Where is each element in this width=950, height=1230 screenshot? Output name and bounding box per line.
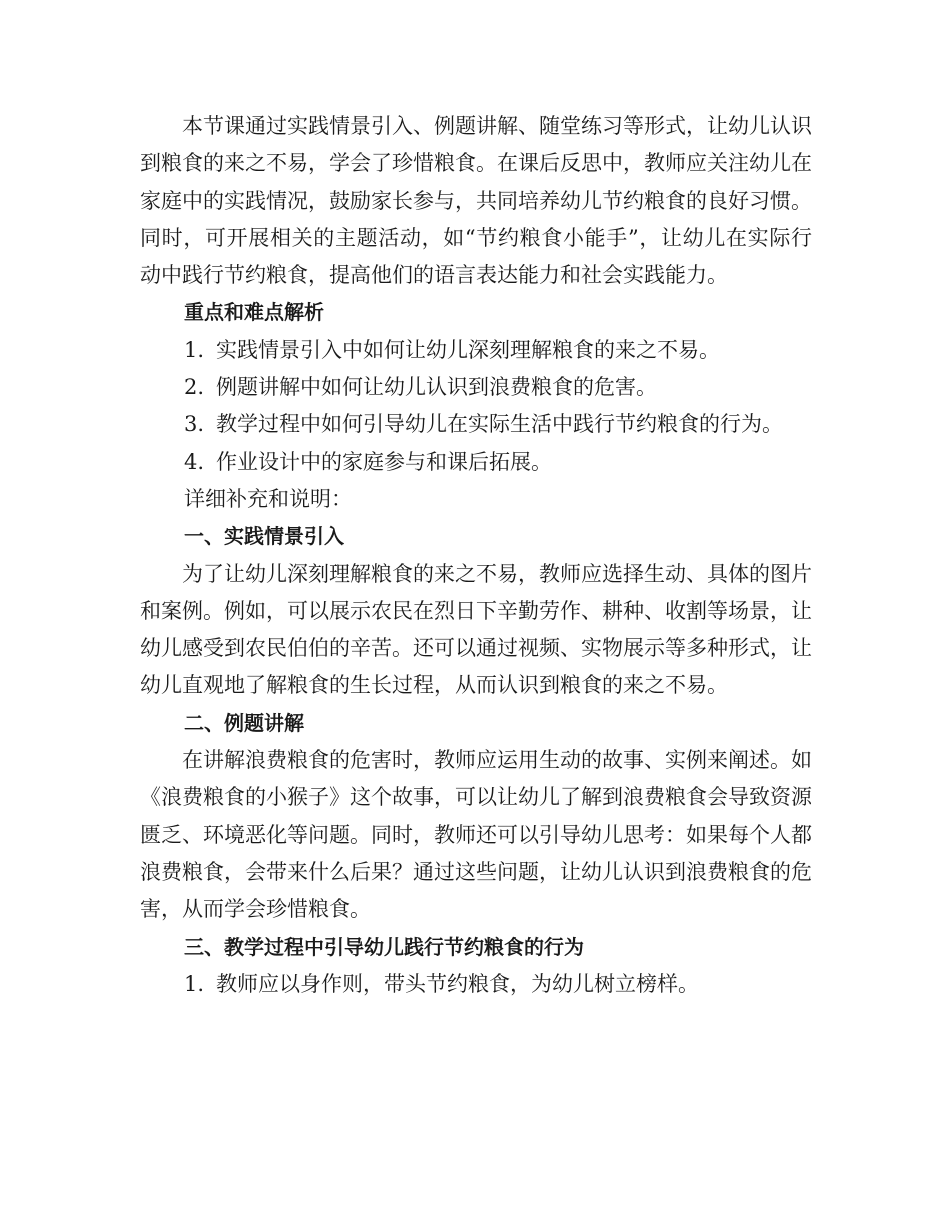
- list-item-text: 教师应以身作则，带头节约粮食，为幼儿树立榜样。: [216, 971, 699, 996]
- section-heading: 二、例题讲解: [184, 710, 304, 735]
- section-paragraph: 在讲解浪费粮食的危害时，教师应运用生动的故事、实例来阐述。如《浪费粮食的小猴子》这个故事，可以让幼儿了解到浪费粮食会导致资源匮乏、环境恶化等问题。同时，教师还可以引导幼儿思考：如果每个人都浪费粮食，会带来什么后果？通过这些问题，让幼儿认识到浪费粮食的危害，从而学会珍惜粮食。: [140, 748, 812, 922]
- key-point-item: [140, 406, 812, 443]
- section-list-item: [140, 966, 812, 1003]
- key-point-item: [140, 369, 812, 406]
- document-page: [140, 108, 812, 1003]
- key-point-number: 3.: [184, 412, 205, 437]
- key-point-text: 例题讲解中如何让幼儿认识到浪费粮食的危害。: [216, 375, 657, 400]
- key-point-text: 作业设计中的家庭参与和课后拓展。: [216, 449, 552, 474]
- key-point-item: [140, 332, 812, 369]
- key-point-number: 4.: [184, 449, 205, 474]
- key-point-text: 教学过程中如何引导幼儿在实际生活中践行节约粮食的行为。: [216, 412, 783, 437]
- section-heading: 一、实践情景引入: [184, 524, 344, 549]
- section-paragraph: 为了让幼儿深刻理解粮食的来之不易，教师应选择生动、具体的图片和案例。例如，可以展示农民在烈日下辛勤劳作、耕种、收割等场景，让幼儿感受到农民伯伯的辛苦。还可以通过视频、实物展示等多种形式，让幼儿直观地了解粮食的生长过程，从而认识到粮食的来之不易。: [140, 561, 812, 698]
- key-point-number: 1.: [184, 337, 205, 362]
- section-heading: 三、教学过程中引导幼儿践行节约粮食的行为: [184, 934, 584, 959]
- key-points-heading: 重点和难点解析: [184, 300, 324, 325]
- list-item-number: 1.: [184, 971, 205, 996]
- details-label: 详细补充和说明：: [184, 486, 352, 511]
- key-point-text: 实践情景引入中如何让幼儿深刻理解粮食的来之不易。: [216, 337, 720, 362]
- key-point-item: [140, 444, 812, 481]
- intro-paragraph: 本节课通过实践情景引入、例题讲解、随堂练习等形式，让幼儿认识到粮食的来之不易，学会了珍惜粮食。在课后反思中，教师应关注幼儿在家庭中的实践情况，鼓励家长参与，共同培养幼儿节约粮食的良好习惯。同时，可开展相关的主题活动，如“节约粮食小能手”，让幼儿在实际行动中践行节约粮食，提高他们的语言表达能力和社会实践能力。: [140, 114, 812, 288]
- key-point-number: 2.: [184, 375, 205, 400]
